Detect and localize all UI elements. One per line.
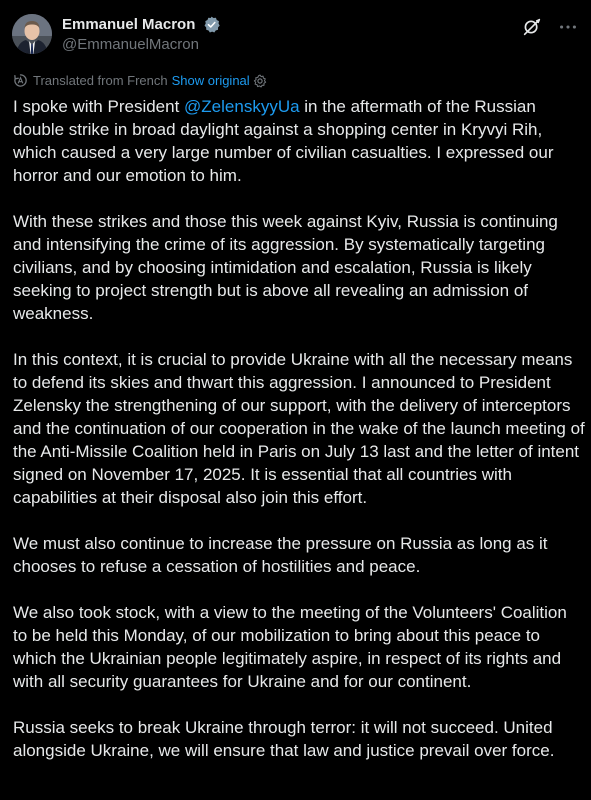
- avatar-portrait: [12, 14, 52, 54]
- post-paragraph-3: In this context, it is crucial to provide Ukraine with all the necessary means to defend its skies and thwart this aggression. I announced to President Zelensky the strengthening of our support, with the delivery of interceptors and the continuation of our cooperation in the wake of the launch meeting of the Anti-Missile Coalition held in Paris on July 13 last and the letter of intent signed on November 17, 2025. It is essential that all countries with capabilities at their disposal also join this effort.: [13, 350, 585, 507]
- author-block: [62, 16, 220, 55]
- show-original-link[interactable]: Show original: [171, 73, 250, 88]
- post-paragraph-1: [13, 95, 585, 187]
- verified-badge-icon[interactable]: [203, 16, 220, 33]
- translation-label: Translated from French: [33, 73, 168, 88]
- author-handle[interactable]: @EmmanuelMacron: [62, 36, 199, 54]
- text-span: in the aftermath of the Russian double strike in broad daylight against a shopping center in Kryvyi Rih, which caused a very large number of civilian casualties. I expressed our horror and our emotion to him.: [13, 97, 554, 185]
- text-span: I spoke with President: [13, 97, 185, 116]
- translation-bar: [13, 73, 267, 89]
- grok-icon[interactable]: [521, 16, 543, 38]
- translate-icon: [13, 73, 28, 88]
- more-dots-icon[interactable]: [557, 16, 579, 38]
- avatar[interactable]: [12, 14, 52, 54]
- author-name[interactable]: Emmanuel Macron: [62, 16, 196, 33]
- post-paragraph-2: With these strikes and those this week against Kyiv, Russia is continuing and intensifying the crime of its aggression. By systematically targeting civilians, and by choosing intimidation and escalation, Russia is likely seeking to project strength but is above all revealing an admission of weakness.: [13, 212, 558, 323]
- post-paragraph-6: Russia seeks to break Ukraine through terror: it will not succeed. United alongside Ukraine, we will ensure that law and justice prevail over force.: [13, 718, 555, 760]
- mention-link[interactable]: @ZelenskyyUa: [184, 97, 300, 116]
- gear-icon[interactable]: [253, 74, 267, 88]
- post-text: [13, 95, 585, 785]
- header-actions: [511, 16, 579, 38]
- post-paragraph-4: We must also continue to increase the pressure on Russia as long as it chooses to refuse a cessation of hostilities and peace.: [13, 534, 548, 576]
- post-paragraph-5: We also took stock, with a view to the meeting of the Volunteers' Coalition to be held this Monday, of our mobilization to bring about this peace to which the Ukrainian people legitimately aspire, in respect of its rights and with all security guarantees for Ukraine and for our continent.: [13, 603, 567, 691]
- post-header: [12, 14, 579, 58]
